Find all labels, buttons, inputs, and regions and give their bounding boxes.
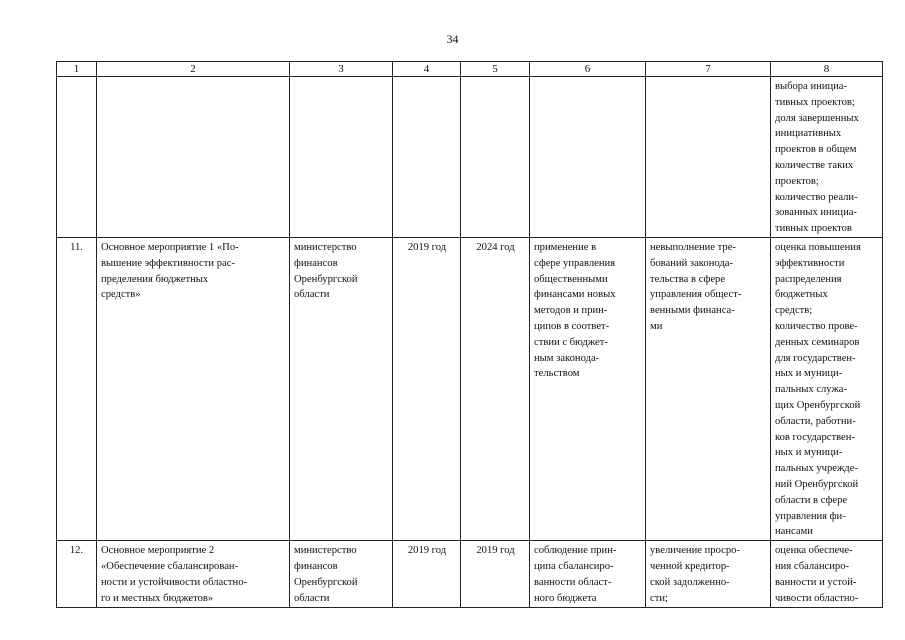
end-year: 2019 год	[461, 541, 530, 608]
expected-result	[530, 77, 646, 238]
executor: министерство финансов Оренбургской области	[290, 541, 393, 608]
related-indicators: оценка обеспече- ния сбалансиро- ванности и устой- чивости областно-	[771, 541, 883, 608]
row-number: 11.	[57, 237, 97, 540]
column-header: 5	[461, 62, 530, 77]
column-header: 4	[393, 62, 461, 77]
end-year: 2024 год	[461, 237, 530, 540]
column-header: 2	[97, 62, 290, 77]
non-implementation-consequences: увеличение просро- ченной кредитор- ской задолженно- сти;	[646, 541, 771, 608]
expected-result: соблюдение прин- ципа сбалансиро- ванности област- ного бюджета	[530, 541, 646, 608]
start-year	[393, 77, 461, 238]
table-row	[57, 77, 883, 238]
column-header: 3	[290, 62, 393, 77]
activity-name: Основное мероприятие 1 «По- вышение эффективности рас- пределения бюджетных средств»	[97, 237, 290, 540]
table-row	[57, 237, 883, 540]
non-implementation-consequences	[646, 77, 771, 238]
table-row	[57, 541, 883, 608]
end-year	[461, 77, 530, 238]
column-header: 6	[530, 62, 646, 77]
activity-name	[97, 77, 290, 238]
table-header-row	[57, 62, 883, 77]
start-year: 2019 год	[393, 237, 461, 540]
expected-result: применение в сфере управления общественными финансами новых методов и прин- ципов в соответ- ствии с бюджет- ным законода- тельством	[530, 237, 646, 540]
activity-name: Основное мероприятие 2 «Обеспечение сбалансирован- ности и устойчивости областно- го и местных бюджетов»	[97, 541, 290, 608]
program-activities-table	[56, 61, 883, 608]
row-number	[57, 77, 97, 238]
executor: министерство финансов Оренбургской области	[290, 237, 393, 540]
start-year: 2019 год	[393, 541, 461, 608]
related-indicators: выбора инициа- тивных проектов; доля завершенных инициативных проектов в общем количестве таких проектов; количество реали- зованных инициа- тивных проектов	[771, 77, 883, 238]
column-header: 8	[771, 62, 883, 77]
column-header: 1	[57, 62, 97, 77]
page-number: 34	[446, 32, 459, 46]
related-indicators: оценка повышения эффективности распределения бюджетных средств; количество прове- денных семинаров для государствен- ных и муници- пальных служа- щих Оренбургской области, работни- ков государствен- ных и муници- пальных учрежде- ний Оренбургской области в сфере управления фи- нансами	[771, 237, 883, 540]
row-number: 12.	[57, 541, 97, 608]
column-header: 7	[646, 62, 771, 77]
non-implementation-consequences: невыполнение тре- бований законода- тельства в сфере управления общест- венными финанса- ми	[646, 237, 771, 540]
executor	[290, 77, 393, 238]
